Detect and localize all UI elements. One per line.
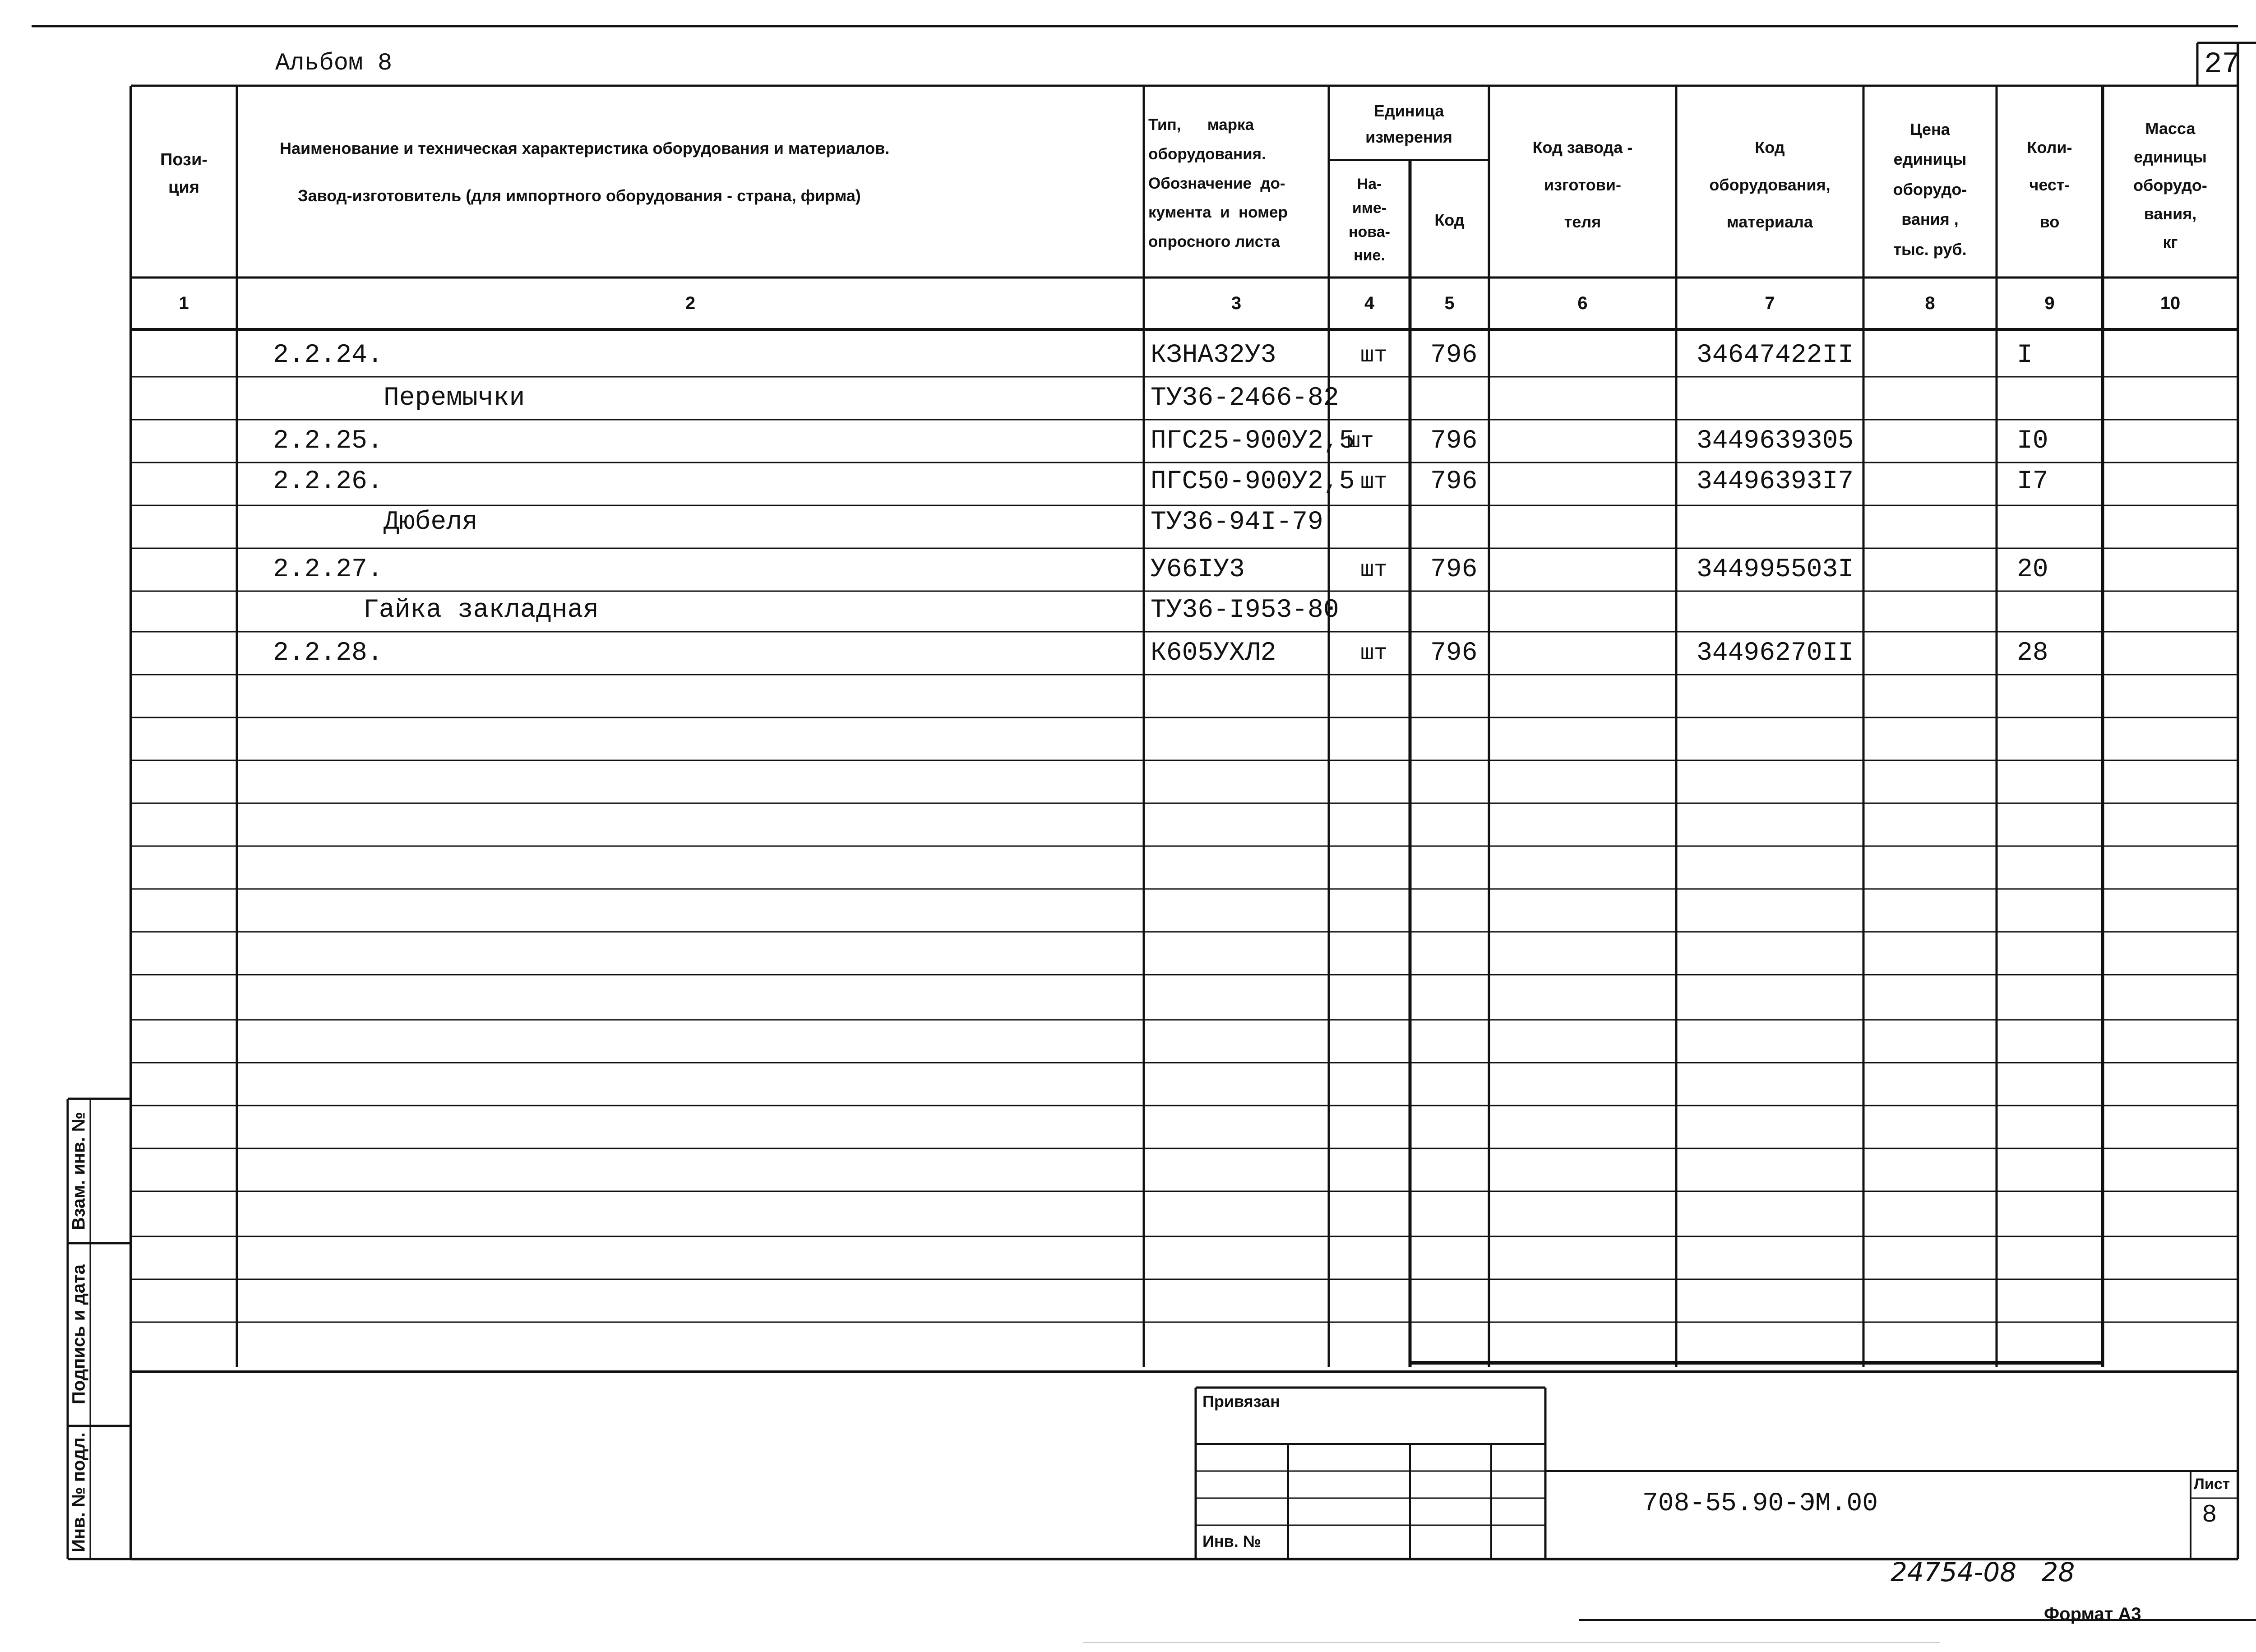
row-unit-code: 796	[1430, 555, 1478, 584]
stamp-inv-no: Инв. №	[1202, 1532, 1261, 1550]
row-unit: шт	[1360, 343, 1388, 369]
row-type: ПГС50-900У2,5	[1151, 467, 1355, 496]
row-type: ТУ36-I953-80	[1151, 596, 1339, 625]
row-unit: шт	[1360, 557, 1388, 583]
row-name: 2.2.27.	[273, 555, 383, 584]
colnum-7: 7	[1765, 293, 1775, 313]
header-mass: Масса единицы оборудо- вания, кг	[2133, 119, 2207, 251]
row-unit-code: 796	[1430, 341, 1478, 370]
handwritten-number: 24754-08 28	[1891, 1557, 2075, 1587]
row-unit: шт	[1347, 429, 1374, 454]
row-equip-code: 34496393I7	[1697, 467, 1854, 496]
row-equip-code: 34496270II	[1697, 639, 1854, 668]
colnum-5: 5	[1444, 293, 1455, 313]
colnum-3: 3	[1231, 293, 1242, 313]
colnum-1: 1	[179, 293, 189, 313]
row-equip-code: 34647422II	[1697, 341, 1854, 370]
row-unit: шт	[1360, 469, 1388, 495]
sheet-number: 27	[2204, 47, 2240, 81]
row-type: КЗНА32У3	[1151, 341, 1276, 370]
header-name-line1: Наименование и техническая характеристика оборудования и материалов.	[280, 139, 890, 157]
stamp-list-label: Лист	[2194, 1476, 2230, 1493]
row-equip-code: 3449639305	[1697, 426, 1854, 456]
row-name: 2.2.25.	[273, 426, 383, 456]
colnum-6: 6	[1577, 293, 1588, 313]
header-price: Цена единицы оборудо- вания , тыс. руб.	[1893, 120, 1967, 259]
row-qty: I	[2017, 341, 2033, 370]
row-name: 2.2.24.	[273, 341, 383, 370]
side-label-original-inv: Инв. № подл.	[69, 1432, 89, 1552]
format-label: Формат А3	[2044, 1604, 2141, 1624]
row-unit-code: 796	[1430, 426, 1478, 456]
colnum-9: 9	[2044, 293, 2055, 313]
row-type: ТУ36-2466-82	[1151, 384, 1339, 413]
row-qty: 28	[2017, 639, 2048, 668]
header-type: Тип, марка оборудования. Обозначение до- кумента и номер опросного листа	[1148, 116, 1288, 250]
row-name: Перемычки	[384, 384, 525, 413]
row-qty: I0	[2017, 426, 2048, 456]
row-unit-code: 796	[1430, 639, 1478, 668]
header-name-line2: Завод-изготовитель (для импортного оборудования - страна, фирма)	[298, 186, 861, 205]
row-unit: шт	[1360, 641, 1388, 666]
row-name: Гайка закладная	[363, 596, 599, 625]
colnum-2: 2	[685, 293, 696, 313]
colnum-8: 8	[1925, 293, 1935, 313]
side-label-replacement-inv: Взам. инв. №	[69, 1111, 89, 1231]
header-unit-group: Единица измерения	[1365, 102, 1452, 146]
header-unit-name: На- име- нова- ние.	[1349, 176, 1390, 264]
header-factory-code: Код завода - изготови- теля	[1532, 138, 1633, 231]
row-name: Дюбеля	[384, 508, 478, 537]
row-equip-code: 344995503I	[1697, 555, 1854, 584]
row-name: 2.2.28.	[273, 639, 383, 668]
stamp-list-value: 8	[2202, 1500, 2217, 1529]
row-unit-code: 796	[1430, 467, 1478, 496]
header-equipment-code: Код оборудования, материала	[1709, 138, 1831, 231]
header-quantity: Коли- чест- во	[2027, 138, 2072, 231]
header-unit-code: Код	[1434, 210, 1465, 229]
row-type: ПГС25-900У2,5	[1151, 426, 1355, 456]
row-type: ТУ36-94I-79	[1151, 508, 1323, 537]
row-type: К605УХЛ2	[1151, 639, 1276, 668]
row-qty: I7	[2017, 467, 2048, 496]
document-code: 708-55.90-ЭМ.00	[1642, 1489, 1878, 1518]
row-name: 2.2.26.	[273, 467, 383, 496]
stamp-privyazan: Привязан	[1202, 1392, 1280, 1411]
row-type: У66IУ3	[1151, 555, 1245, 584]
colnum-10: 10	[2160, 293, 2181, 313]
side-label-signature-date: Подпись и дата	[69, 1264, 89, 1404]
row-qty: 20	[2017, 555, 2048, 584]
colnum-4: 4	[1364, 293, 1375, 313]
album-title: Альбом 8	[275, 50, 393, 77]
header-position: Пози- ция	[160, 150, 208, 197]
